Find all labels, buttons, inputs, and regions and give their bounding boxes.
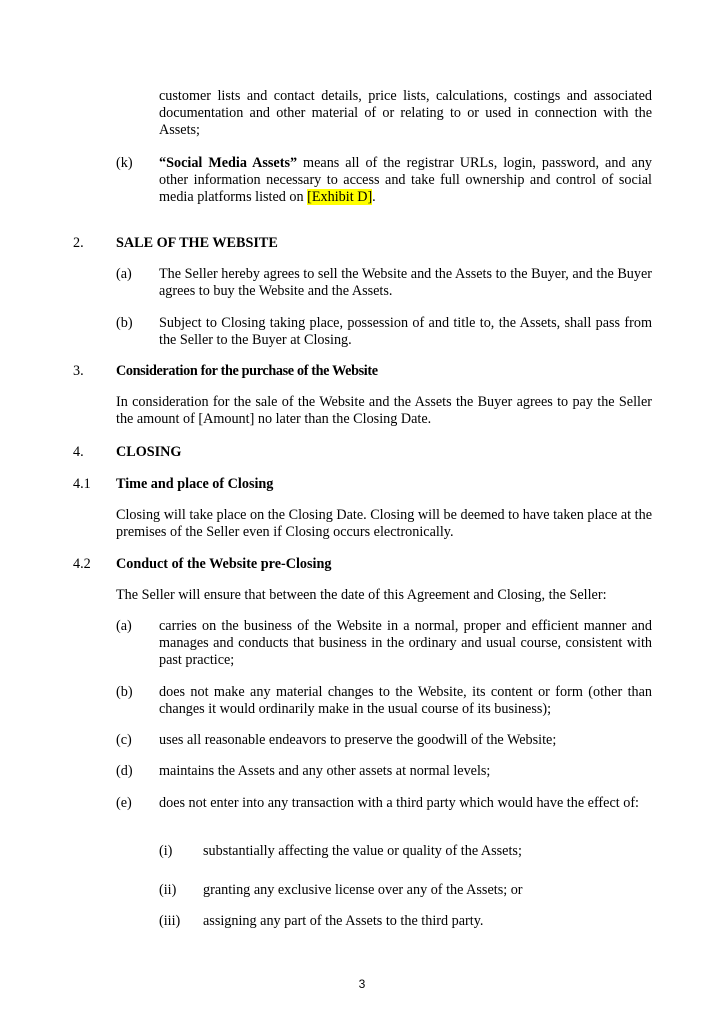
section-4-2-number: 4.2	[73, 556, 91, 572]
subitem-iii-text: assigning any part of the Assets to the third party.	[203, 913, 484, 929]
item-e-text: does not enter into any transaction with a third party which would have the effect of:	[159, 795, 639, 811]
clause-k-term: “Social Media Assets”	[159, 155, 298, 171]
subitem-iii-label: (iii)	[159, 913, 181, 929]
item-d-text: maintains the Assets and any other assets at normal levels;	[159, 763, 491, 779]
section-4-number: 4.	[73, 444, 84, 460]
clause-k-end: .	[372, 189, 376, 205]
item-c-text: uses all reasonable endeavors to preserve the goodwill of the Website;	[159, 732, 557, 748]
section-4-1-text: Closing will take place on the Closing Date. Closing will be deemed to have taken place at the premises of the Seller even if Closing occurs electronically.	[116, 507, 652, 540]
item-b-text: does not make any material changes to the Website, its content or form (other than changes it would ordinarily make in the usual course of its business);	[159, 684, 652, 717]
section-3-text: In consideration for the sale of the Website and the Assets the Buyer agrees to pay the Seller the amount of [Amount] no later than the Closing Date.	[116, 394, 652, 427]
subitem-i-text: substantially affecting the value or quality of the Assets;	[203, 843, 522, 859]
item-a-label: (a)	[116, 618, 132, 634]
subitem-ii-label: (ii)	[159, 882, 177, 898]
item-d-label: (d)	[116, 763, 133, 779]
section-3-title: Consideration for the purchase of the Website	[116, 363, 378, 379]
section-2a-text: The Seller hereby agrees to sell the Website and the Assets to the Buyer, and the Buyer agrees to buy the Website and the Assets.	[159, 266, 652, 299]
section-2a-label: (a)	[116, 266, 132, 282]
clause-k-text	[159, 155, 652, 206]
section-4-title: CLOSING	[116, 444, 182, 460]
section-2-title: SALE OF THE WEBSITE	[116, 235, 278, 251]
section-4-1-title: Time and place of Closing	[116, 476, 274, 492]
section-2-number: 2.	[73, 235, 84, 251]
item-c-label: (c)	[116, 732, 132, 748]
section-2b-text: Subject to Closing taking place, possession of and title to, the Assets, shall pass from the Seller to the Buyer at Closing.	[159, 315, 652, 348]
clause-k-label: (k)	[116, 155, 133, 171]
item-b-label: (b)	[116, 684, 133, 700]
subitem-i-label: (i)	[159, 843, 173, 859]
section-4-2-intro: The Seller will ensure that between the date of this Agreement and Closing, the Seller:	[116, 587, 607, 603]
item-e-label: (e)	[116, 795, 132, 811]
exhibit-d-highlight: [Exhibit D]	[307, 189, 373, 205]
section-4-2-title: Conduct of the Website pre-Closing	[116, 556, 332, 572]
clause-j-continuation: customer lists and contact details, price lists, calculations, costings and associated documentation and other material of or relating to or used in connection with the Assets;	[159, 88, 652, 138]
section-2b-label: (b)	[116, 315, 133, 331]
section-4-1-number: 4.1	[73, 476, 91, 492]
subitem-ii-text: granting any exclusive license over any of the Assets; or	[203, 882, 523, 898]
clause-k-body: means all of the registrar URLs, login, password, and any other information necessary to access and take full ownership and control of social media platforms listed on	[159, 155, 652, 205]
page-number: 3	[358, 977, 366, 991]
section-3-number: 3.	[73, 363, 84, 379]
item-a-text: carries on the business of the Website in a normal, proper and efficient manner and manages and conducts that business in the ordinary and usual course, consistent with past practice;	[159, 618, 652, 668]
